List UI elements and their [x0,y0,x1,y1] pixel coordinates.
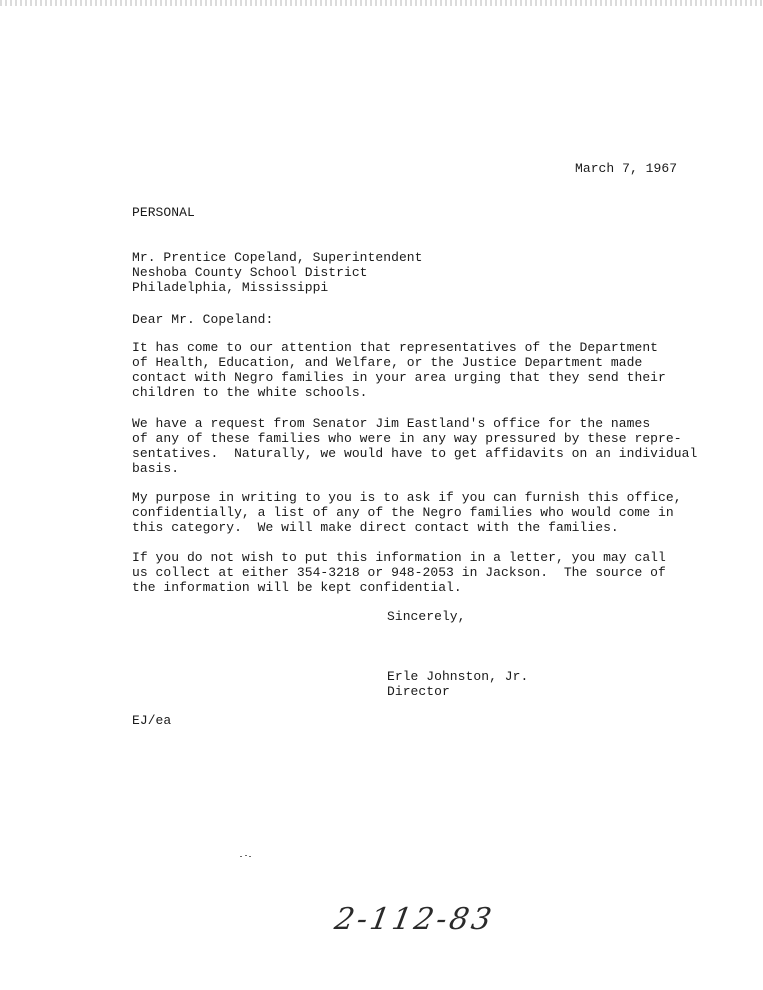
letter-date: March 7, 1967 [575,161,678,176]
scan-speck [240,855,252,858]
closing: Sincerely, [387,609,466,624]
body-paragraph-2: We have a request from Senator Jim Eastland's office for the names of any of these families who were in any way pressured by these repre- sentatives. Naturally, we would have to get affidavits on an individual basis. [132,416,698,476]
signer-name: Erle Johnston, Jr. [387,669,529,684]
personal-marking: PERSONAL [132,205,195,220]
salutation: Dear Mr. Copeland: [132,312,274,327]
address-line-city: Philadelphia, Mississippi [132,280,329,295]
scan-edge-noise [0,0,763,6]
body-paragraph-1: It has come to our attention that representatives of the Department of Health, Education, and Welfare, or the Justice Department made contact with Negro families in your area urging that they send their children to the white schools. [132,340,666,400]
body-paragraph-3: My purpose in writing to you is to ask if you can furnish this office, confidentially, a list of any of the Negro families who would come in this category. We will make direct contact with the families. [132,490,682,535]
handwritten-file-number: 2-112-83 [331,902,497,937]
address-line-name: Mr. Prentice Copeland, Superintendent [132,250,423,265]
recipient-address [132,250,423,295]
address-line-district: Neshoba County School District [132,265,368,280]
signer-title: Director [387,684,450,699]
typist-initials: EJ/ea [132,713,172,728]
body-paragraph-4: If you do not wish to put this information in a letter, you may call us collect at either 354-3218 or 948-2053 in Jackson. The source of the information will be kept confidential. [132,550,666,595]
